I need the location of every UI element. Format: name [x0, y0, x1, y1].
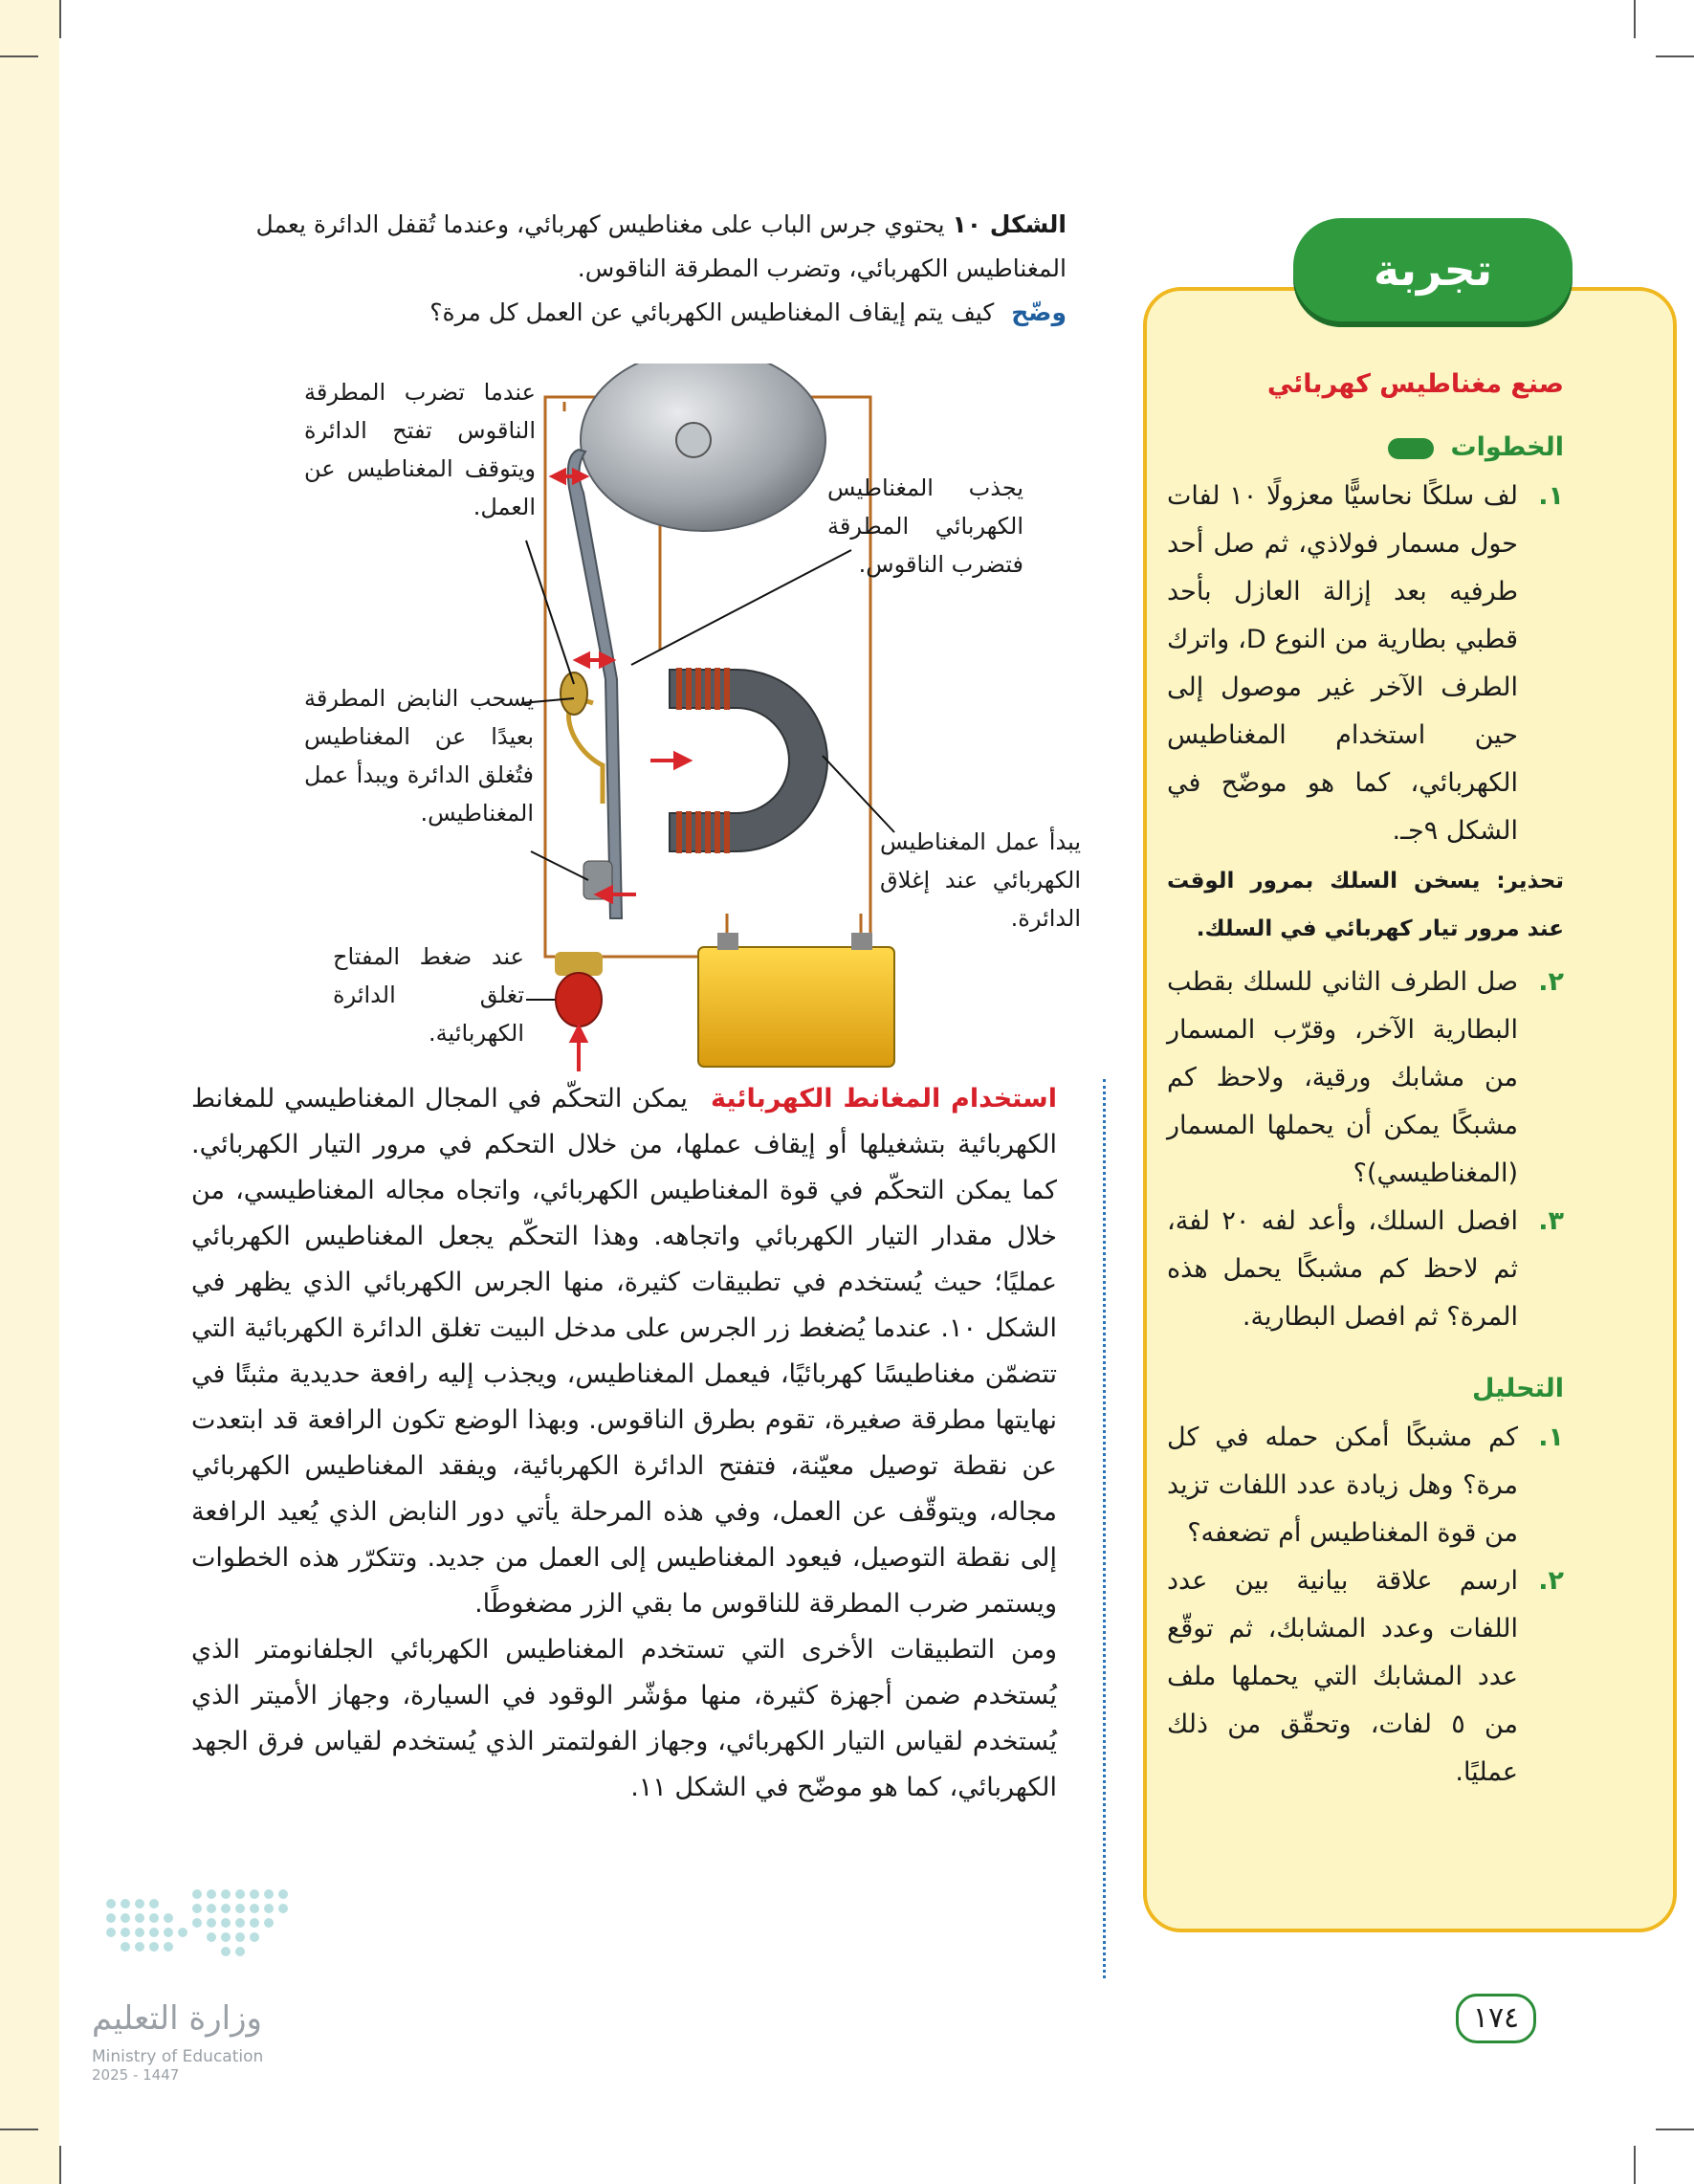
step-number: ١. [1538, 481, 1564, 511]
crop-mark [1656, 55, 1694, 57]
article-body [191, 1076, 1057, 1811]
experiment-title: صنع مغناطيس كهربائي [1266, 369, 1564, 399]
crop-mark [0, 2129, 38, 2130]
analysis-heading: التحليل [1471, 1374, 1564, 1403]
caption-question [206, 291, 1067, 335]
caption-text: يحتوي جرس الباب على مغناطيس كهربائي، وعندما تُقفل الدائرة يعمل المغناطيس الكهربائي، وتضرب المطرقة الناقوس. [255, 210, 1067, 282]
switch-button [556, 973, 602, 1026]
battery [698, 947, 894, 1067]
step-text: صل الطرف الثاني للسلك بقطب البطارية الآخر، وقرّب المسمار من مشابك ورقية، ولاحظ كم مشبكًا يمكن أن يحملها المسمار (المغناطيسي)؟ [1167, 967, 1518, 1188]
ministry-logo [92, 1875, 312, 2085]
analysis-number: ٢. [1538, 1566, 1564, 1596]
step-text: لف سلكًا نحاسيًّا معزولًا ١٠ لفات حول مسمار فولاذي، ثم صل أحد طرفيه بعد إزالة العازل بأحد قطبي بطارية من النوع D، واترك الطرف الآخر غير موصول إلى حين استخدام المغناطيس الكهربائي، كما هو موضّح في الشكل ٩جـ. [1167, 481, 1518, 846]
ministry-logo-dots [92, 1875, 312, 1990]
step-item [1167, 1198, 1564, 1341]
battery-terminal [851, 933, 872, 950]
leader-lines [521, 540, 894, 1000]
annotation-switch-press: عند ضغط المفتاح تغلق الدائرة الكهربائية. [333, 943, 524, 1047]
steps-heading-label: الخطوات [1450, 432, 1564, 462]
question-label: وضّح [1011, 298, 1067, 326]
question-text: كيف يتم إيقاف المغناطيس الكهربائي عن العمل كل مرة؟ [429, 298, 995, 326]
step-number: ٣. [1538, 1206, 1564, 1236]
article-paragraph [191, 1076, 1057, 1627]
crop-mark [1656, 2129, 1694, 2130]
crop-mark [0, 55, 38, 57]
safety-warning: تحذير: يسخن السلك بمرور الوقت عند مرور تيار كهربائي في السلك. [1167, 869, 1564, 941]
article-heading: استخدام المغانط الكهربائية [710, 1084, 1057, 1114]
annotation-magnet-pull: يجذب المغناطيس الكهربائي المطرقة فتضرب الناقوس. [827, 474, 1023, 578]
bell-bolt [676, 423, 711, 457]
caption-line [206, 203, 1067, 291]
crop-mark [1634, 2146, 1636, 2184]
step-text: افصل السلك، وأعد لفه ٢٠ لفة، ثم لاحظ كم مشبكًا يحمل هذه المرة؟ ثم افصل البطارية. [1167, 1206, 1518, 1332]
doorbell-figure [287, 364, 1148, 1071]
analysis-text: كم مشبكًا أمكن حمله في كل مرة؟ وهل زيادة عدد اللفات تزيد من قوة المغناطيس أم تضعفه؟ [1167, 1423, 1518, 1548]
experiment-tab: تجربة [1293, 218, 1573, 321]
academic-year: 2025 - 1447 [92, 2066, 180, 2084]
article-text: يمكن التحكّم في المجال المغناطيسي للمغانط الكهربائية بتشغيلها أو إيقاف عملها، من خلال التحكم في مرور التيار الكهربائي. كما يمكن التحكّم في قوة المغناطيس الكهربائي، واتجاه مجاله المغناطيسي، من خلال مقدار التيار الكهربائي واتجاهه. وهذا التحكّم يجعل المغناطيس الكهربائي عمليًا؛ حيث يُستخدم في تطبيقات كثيرة، منها الجرس الكهربائي الذي يظهر في الشكل ١٠. عندما يُضغط زر الجرس على مدخل البيت تغلق الدائرة الكهربائية التي تتضمّن مغناطيسًا كهربائيًا، فيعمل المغناطيس، ويجذب إليه رافعة حديدية مثبتًا في نهايتها مطرقة صغيرة، تقوم بطرق الناقوس. وبهذا الوضع تكون الرافعة قد ابتعدت عن نقطة توصيل معيّنة، فتفتح الدائرة الكهربائية، ويفقد المغناطيس الكهربائي مجاله، ويتوقّف عن العمل، وفي هذه المرحلة يأتي دور النابض الذي يُعيد الرافعة إلى نقطة التوصيل، فيعود المغناطيس إلى العمل من جديد. وتتكرّر هذه الخطوات ويستمر ضرب المطرقة للناقوس ما بقي الزر مضغوطًا. [191, 1084, 1057, 1619]
analysis-item [1167, 1414, 1564, 1557]
step-number: ٢. [1538, 967, 1564, 997]
experiment-content [1167, 364, 1564, 1797]
crop-mark [59, 0, 61, 38]
annotation-hammer-strike: عندما تضرب المطرقة الناقوس تفتح الدائرة ويتوقف المغناطيس عن العمل. [304, 379, 536, 520]
annotation-magnet-start: يبدأ عمل المغناطيس الكهربائي عند إغلاق الدائرة. [880, 828, 1081, 932]
page-margin-tint [0, 0, 59, 2184]
analysis-number: ١. [1538, 1423, 1564, 1452]
ministry-name-english: Ministry of Education [92, 2047, 264, 2066]
analysis-text: ارسم علاقة بيانية بين عدد اللفات وعدد المشابك، ثم توقّع عدد المشابك التي يحملها ملف من ٥ لفات، وتحقّق من ذلك عمليًا. [1167, 1566, 1518, 1787]
analysis-item [1167, 1557, 1564, 1797]
page-number: ١٧٤ [1456, 1994, 1536, 2043]
safety-goggles-icon [1388, 438, 1434, 459]
annotation-spring-pull: يسحب النابض المطرقة بعيدًا عن المغناطيس فتُغلق الدائرة ويبدأ عمل المغناطيس. [304, 685, 534, 827]
column-divider [1103, 1079, 1106, 1978]
crop-mark [1634, 0, 1636, 38]
magnet-core [670, 670, 827, 851]
crop-mark [59, 2146, 61, 2184]
step-item [1167, 473, 1564, 855]
step-item [1167, 959, 1564, 1198]
ministry-name-arabic: وزارة التعليم [92, 1999, 262, 2038]
figure-caption [206, 203, 1067, 335]
battery-terminal [717, 933, 738, 950]
contact-screw [561, 673, 587, 715]
figure-label: الشكل ١٠ [952, 210, 1067, 238]
spring-contact [569, 701, 603, 804]
steps-heading [1167, 427, 1564, 469]
article-paragraph: ومن التطبيقات الأخرى التي تستخدم المغناطيس الكهربائي الجلفانومتر الذي يُستخدم ضمن أجهزة كثيرة، منها مؤشّر الوقود في السيارة، وجهاز الأميتر الذي يُستخدم لقياس التيار الكهربائي، وجهاز الفولتمتر الذي يُستخدم لقياس فرق الجهد الكهربائي، كما هو موضّح في الشكل ١١. [191, 1635, 1057, 1802]
